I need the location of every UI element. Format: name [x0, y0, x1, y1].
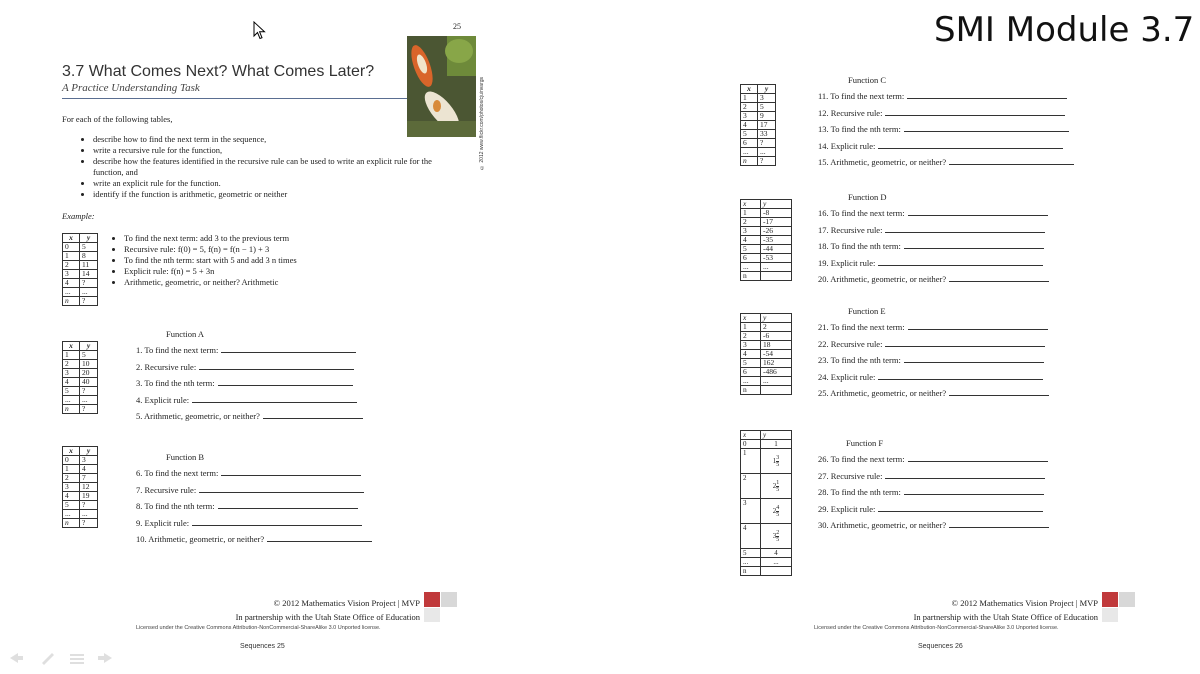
- answer-blank[interactable]: [904, 123, 1069, 132]
- table-row: 1 4: [63, 465, 98, 474]
- table-row: 5 4: [741, 549, 792, 558]
- heading-rule: [62, 98, 408, 99]
- function-b-title: Function B: [166, 452, 205, 462]
- mixed-fraction: 2 $\frac{4}{5}$: [761, 499, 792, 524]
- question-line: 27. Recursive rule:: [818, 468, 1049, 485]
- example-label: Example:: [62, 211, 95, 221]
- answer-blank[interactable]: [192, 394, 357, 403]
- mouse-cursor-icon: [253, 21, 267, 41]
- table-row: 0 1: [741, 440, 792, 449]
- question-line: 8. To find the nth term:: [136, 498, 372, 515]
- table-row: ... ...: [741, 148, 776, 157]
- mixed-fraction: 3 $\frac{2}{5}$: [761, 524, 792, 549]
- table-row: n ?: [741, 157, 776, 166]
- forward-arrow-icon[interactable]: [98, 653, 112, 663]
- question-line: 28. To find the nth term:: [818, 484, 1049, 501]
- question-line: 16. To find the next term:: [818, 205, 1049, 222]
- table-row: 5 33: [741, 130, 776, 139]
- table-row: 1 2: [741, 323, 792, 332]
- instruction-list: [63, 134, 463, 200]
- list-item: • To find the next term: add 3 to the previous term: [124, 233, 454, 244]
- answer-blank[interactable]: [949, 273, 1049, 282]
- table-row: 2 10: [63, 360, 98, 369]
- table-row: 6 -53: [741, 254, 792, 263]
- function-a-table: x y 1 5 2 10 3 20 4 40 5 ? ... ... n ?: [62, 341, 98, 414]
- function-d-questions: [818, 205, 1049, 288]
- question-line: 13. To find the nth term:: [818, 121, 1074, 138]
- question-line: 14. Explicit rule:: [818, 138, 1074, 155]
- mixed-fraction: 1 $\frac{3}{5}$: [761, 449, 792, 474]
- list-item: • write an explicit rule for the function.: [93, 178, 463, 189]
- answer-blank[interactable]: [949, 387, 1049, 396]
- question-line: 15. Arithmetic, geometric, or neither?: [818, 154, 1074, 171]
- mvp-logo-icon: [441, 592, 457, 607]
- photo-credit: © 2012 www.flickr.com/photos/cjuinvargs: [479, 77, 485, 170]
- question-line: 19. Explicit rule:: [818, 255, 1049, 272]
- answer-blank[interactable]: [221, 467, 361, 476]
- table-row: 3 2 $\frac{4}{5}$: [741, 499, 792, 524]
- menu-icon[interactable]: [70, 654, 84, 664]
- footer-license: Licensed under the Creative Commons Attribution-NonCommercial-ShareAlike 3.0 Unported license.: [814, 625, 1059, 631]
- table-row: ... ...: [63, 288, 98, 297]
- question-line: 20. Arithmetic, geometric, or neither?: [818, 271, 1049, 288]
- table-row: 4 19: [63, 492, 98, 501]
- question-line: 23. To find the nth term:: [818, 352, 1049, 369]
- table-row: 1 -8: [741, 209, 792, 218]
- question-line: 4. Explicit rule:: [136, 392, 363, 409]
- pen-icon[interactable]: [42, 653, 54, 665]
- page-number: 25: [453, 22, 461, 31]
- table-row: 3 12: [63, 483, 98, 492]
- answer-blank[interactable]: [192, 517, 362, 526]
- list-item: • Explicit rule: f(n) = 5 + 3n: [124, 266, 454, 277]
- table-row: 1 3: [741, 94, 776, 103]
- footer-partner: In partnership with the Utah State Office of Education: [235, 612, 420, 622]
- table-row: ... ...: [741, 558, 792, 567]
- slide-title: SMI Module 3.7: [934, 10, 1195, 50]
- function-b-questions: [136, 465, 372, 548]
- table-row: n ?: [63, 297, 98, 306]
- table-row: 4 17: [741, 121, 776, 130]
- answer-blank[interactable]: [908, 207, 1048, 216]
- table-row: 4 -54: [741, 350, 792, 359]
- list-item: • describe how the features identified in the recursive rule can be used to write an explicit rule for the function, and: [93, 156, 463, 178]
- table-row: 1 8: [63, 252, 98, 261]
- answer-blank[interactable]: [908, 453, 1048, 462]
- answer-blank[interactable]: [218, 377, 353, 386]
- table-row: ... ...: [741, 263, 792, 272]
- answer-blank[interactable]: [949, 519, 1049, 528]
- answer-blank[interactable]: [199, 361, 354, 370]
- example-table: [62, 233, 98, 306]
- table-row: 2 -6: [741, 332, 792, 341]
- list-item: • describe how to find the next term in the sequence,: [93, 134, 463, 145]
- list-item: • Arithmetic, geometric, or neither? Arithmetic: [124, 277, 454, 288]
- answer-blank[interactable]: [267, 533, 372, 542]
- function-a-title: Function A: [166, 329, 205, 339]
- table-row: 6 ?: [741, 139, 776, 148]
- question-line: 30. Arithmetic, geometric, or neither?: [818, 517, 1049, 534]
- table-row: 1 5: [63, 351, 98, 360]
- question-line: 25. Arithmetic, geometric, or neither?: [818, 385, 1049, 402]
- table-row: 0 3: [63, 456, 98, 465]
- mixed-fraction: 2 $\frac{1}{5}$: [761, 474, 792, 499]
- table-row: 3 20: [63, 369, 98, 378]
- table-row: 2 -17: [741, 218, 792, 227]
- answer-blank[interactable]: [949, 156, 1074, 165]
- table-row: 3 14: [63, 270, 98, 279]
- list-item: • To find the nth term: start with 5 and add 3 n times: [124, 255, 454, 266]
- answer-blank[interactable]: [885, 338, 1045, 347]
- question-line: 21. To find the next term:: [818, 319, 1049, 336]
- answer-blank[interactable]: [904, 240, 1044, 249]
- list-item: • write a recursive rule for the function,: [93, 145, 463, 156]
- footer-partner: In partnership with the Utah State Office of Education: [913, 612, 1098, 622]
- mvp-logo-icon: [1102, 608, 1118, 622]
- footer-sequence: Sequences 25: [240, 643, 285, 650]
- slideshow-toolbar: [8, 650, 118, 669]
- table-row: ... ...: [63, 396, 98, 405]
- function-e-title: Function E: [848, 306, 886, 316]
- function-c-title: Function C: [848, 75, 887, 85]
- question-line: 11. To find the next term:: [818, 88, 1074, 105]
- question-line: 9. Explicit rule:: [136, 515, 372, 532]
- mvp-logo-icon: [424, 592, 440, 607]
- table-row: 3 18: [741, 341, 792, 350]
- table-row: 4 40: [63, 378, 98, 387]
- function-f-table: x y 0 1 1 1 $\frac{3}{5}$ 2 2 $\frac{1}{5}$ 3 2 $\frac{4}{5}$ 4 3 $\frac{2}{5}$ 5 4 ... ... n: [740, 430, 792, 576]
- table-row: 2 7: [63, 474, 98, 483]
- answer-blank[interactable]: [904, 354, 1044, 363]
- function-f-questions: [818, 451, 1049, 534]
- answer-blank[interactable]: [885, 224, 1045, 233]
- table-row: 4 ?: [63, 279, 98, 288]
- answer-blank[interactable]: [885, 107, 1065, 116]
- question-line: 5. Arithmetic, geometric, or neither?: [136, 408, 363, 425]
- footer-sequence: Sequences 26: [918, 643, 963, 650]
- question-line: 10. Arithmetic, geometric, or neither?: [136, 531, 372, 548]
- function-e-questions: [818, 319, 1049, 402]
- question-line: 26. To find the next term:: [818, 451, 1049, 468]
- function-d-table: x y 1 -8 2 -17 3 -26 4 -35 5 -44 6 -53 ... ... n: [740, 199, 792, 281]
- koi-fish-photo: [407, 36, 476, 137]
- function-c-table: x y 1 3 2 5 3 9 4 17 5 33 6 ? ... ... n ?: [740, 84, 776, 166]
- mvp-logo-icon: [1102, 592, 1118, 607]
- mvp-logo-icon: [424, 608, 440, 622]
- table-row: 3 -26: [741, 227, 792, 236]
- function-b-table: x y 0 3 1 4 2 7 3 12 4 19 5 ? ... ... n ?: [62, 446, 98, 528]
- table-row: n: [741, 272, 792, 281]
- example-notes: [96, 233, 454, 288]
- answer-blank[interactable]: [878, 140, 1063, 149]
- question-line: 2. Recursive rule:: [136, 359, 363, 376]
- mvp-logo-icon: [1119, 592, 1135, 607]
- function-a-questions: [136, 342, 363, 425]
- function-f-title: Function F: [846, 438, 884, 448]
- table-row: 5 ?: [63, 501, 98, 510]
- table-header: x: [63, 234, 80, 243]
- answer-blank[interactable]: [885, 470, 1045, 479]
- back-arrow-icon[interactable]: [10, 653, 23, 663]
- list-item: • identify if the function is arithmetic, geometric or neither: [93, 189, 463, 200]
- page-heading: 3.7 What Comes Next? What Comes Later?: [62, 63, 375, 80]
- table-row: n: [741, 386, 792, 395]
- page-subheading: A Practice Understanding Task: [62, 82, 200, 94]
- answer-blank[interactable]: [263, 410, 363, 419]
- function-d-title: Function D: [848, 192, 887, 202]
- table-header: y: [80, 234, 98, 243]
- table-row: 5 162: [741, 359, 792, 368]
- question-line: 17. Recursive rule:: [818, 222, 1049, 239]
- table-row: n: [741, 567, 792, 576]
- table-row: 5 ?: [63, 387, 98, 396]
- table-row: n ?: [63, 405, 98, 414]
- table-row: ... ...: [63, 510, 98, 519]
- footer-copyright: © 2012 Mathematics Vision Project | MVP: [273, 598, 420, 608]
- table-row: 5 -44: [741, 245, 792, 254]
- table-row: 2 11: [63, 261, 98, 270]
- table-row: n ?: [63, 519, 98, 528]
- question-line: 1. To find the next term:: [136, 342, 363, 359]
- question-line: 22. Recursive rule:: [818, 336, 1049, 353]
- question-line: 7. Recursive rule:: [136, 482, 372, 499]
- question-line: 29. Explicit rule:: [818, 501, 1049, 518]
- function-e-table: x y 1 2 2 -6 3 18 4 -54 5 162 6 -486 ... ... n: [740, 313, 792, 395]
- question-line: 18. To find the nth term:: [818, 238, 1049, 255]
- footer-license: Licensed under the Creative Commons Attribution-NonCommercial-ShareAlike 3.0 Unported license.: [136, 625, 381, 631]
- question-line: 12. Recursive rule:: [818, 105, 1074, 122]
- question-line: 24. Explicit rule:: [818, 369, 1049, 386]
- answer-blank[interactable]: [878, 257, 1043, 266]
- table-row: 4 3 $\frac{2}{5}$: [741, 524, 792, 549]
- answer-blank[interactable]: [199, 484, 364, 493]
- answer-blank[interactable]: [878, 503, 1043, 512]
- table-row: 0 5: [63, 243, 98, 252]
- table-row: 1 1 $\frac{3}{5}$: [741, 449, 792, 474]
- function-c-questions: [818, 88, 1074, 171]
- table-row: ... ...: [741, 377, 792, 386]
- table-row: 2 2 $\frac{1}{5}$: [741, 474, 792, 499]
- answer-blank[interactable]: [907, 90, 1067, 99]
- footer-copyright: © 2012 Mathematics Vision Project | MVP: [951, 598, 1098, 608]
- question-line: 6. To find the next term:: [136, 465, 372, 482]
- answer-blank[interactable]: [878, 371, 1043, 380]
- answer-blank[interactable]: [904, 486, 1044, 495]
- answer-blank[interactable]: [218, 500, 358, 509]
- answer-blank[interactable]: [221, 344, 356, 353]
- answer-blank[interactable]: [908, 321, 1048, 330]
- list-item: • Recursive rule: f(0) = 5, f(n) = f(n − 1) + 3: [124, 244, 454, 255]
- table-row: 4 -35: [741, 236, 792, 245]
- intro-text: For each of the following tables,: [62, 114, 173, 124]
- question-line: 3. To find the nth term:: [136, 375, 363, 392]
- table-row: 3 9: [741, 112, 776, 121]
- table-row: 2 5: [741, 103, 776, 112]
- table-row: 6 -486: [741, 368, 792, 377]
